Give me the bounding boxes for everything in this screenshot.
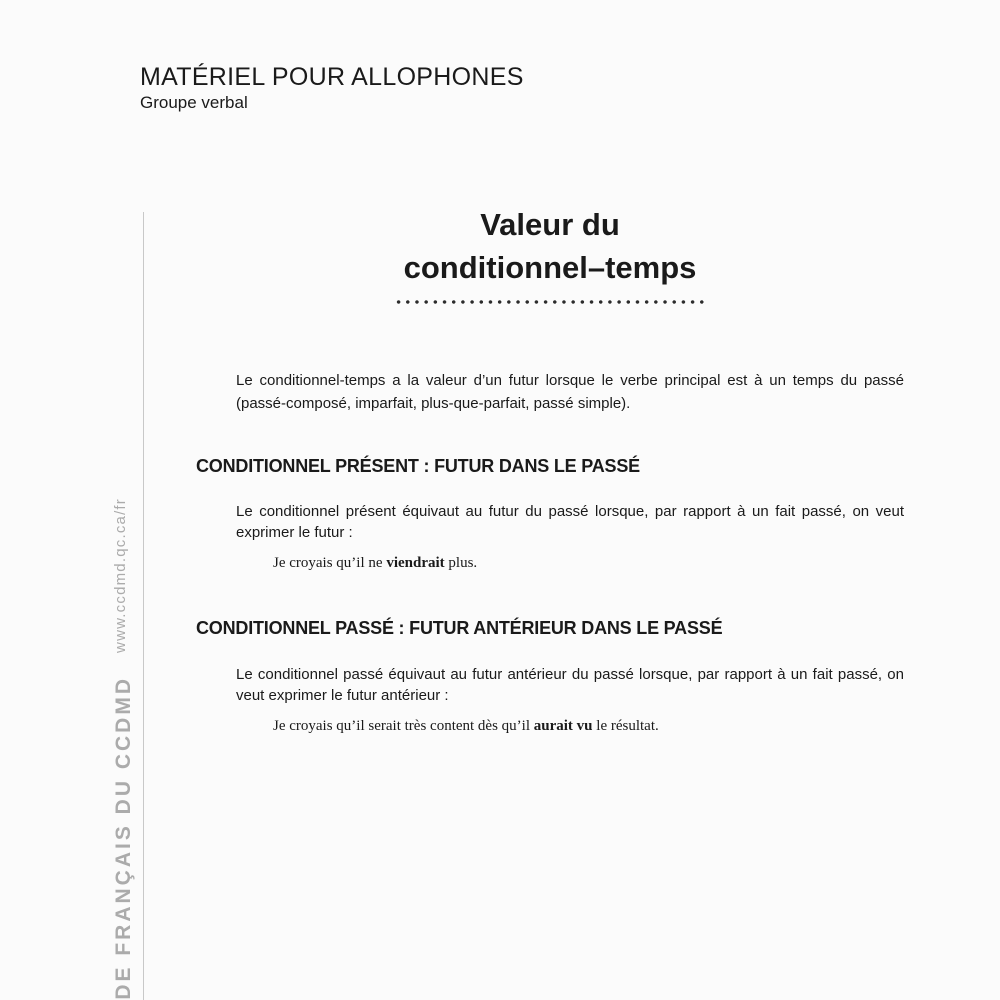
section-heading-present: CONDITIONNEL PRÉSENT : FUTUR DANS LE PASSÉ — [196, 456, 640, 476]
example-verb: aurait vu — [533, 718, 593, 734]
intro-paragraph: Le conditionnel-temps a la valeur d’un futur lorsque le verbe principal est à un temps du passé (passé-composé, imparfait, plus-que-parfait, passé simple). — [236, 372, 904, 412]
title-line-2: conditionnel–temps — [403, 250, 697, 285]
dotted-separator — [394, 300, 706, 304]
example-verb: viendrait — [386, 555, 445, 571]
title-line-1: Valeur du — [480, 207, 620, 242]
example-text-end: plus. — [444, 555, 478, 571]
side-url: www.ccdmd.qc.ca/fr — [112, 498, 129, 653]
header-title: MATÉRIEL POUR ALLOPHONES — [140, 63, 524, 91]
example-text: Je croyais qu’il serait très content dès qu’il — [273, 718, 534, 734]
side-publisher-name: DE FRANÇAIS DU CCDMD — [112, 676, 135, 1000]
section-text-present: Le conditionnel présent équivaut au futur du passé lorsque, par rapport à un fait passé, on veut exprimer le futur : — [236, 503, 904, 541]
document-title — [380, 203, 720, 289]
example-text: Je croyais qu’il ne — [273, 555, 387, 571]
margin-rule — [143, 212, 144, 1000]
header-subtitle: Groupe verbal — [140, 93, 248, 112]
page-header — [140, 62, 524, 114]
example-present — [273, 553, 477, 573]
example-text-end: le résultat. — [592, 718, 659, 734]
section-heading-past: CONDITIONNEL PASSÉ : FUTUR ANTÉRIEUR DANS LE PASSÉ — [196, 618, 723, 638]
example-past — [273, 716, 659, 736]
section-text-past: Le conditionnel passé équivaut au futur antérieur du passé lorsque, par rapport à un fait passé, on veut exprimer le futur antérieur : — [236, 666, 904, 704]
side-band — [112, 475, 138, 1000]
